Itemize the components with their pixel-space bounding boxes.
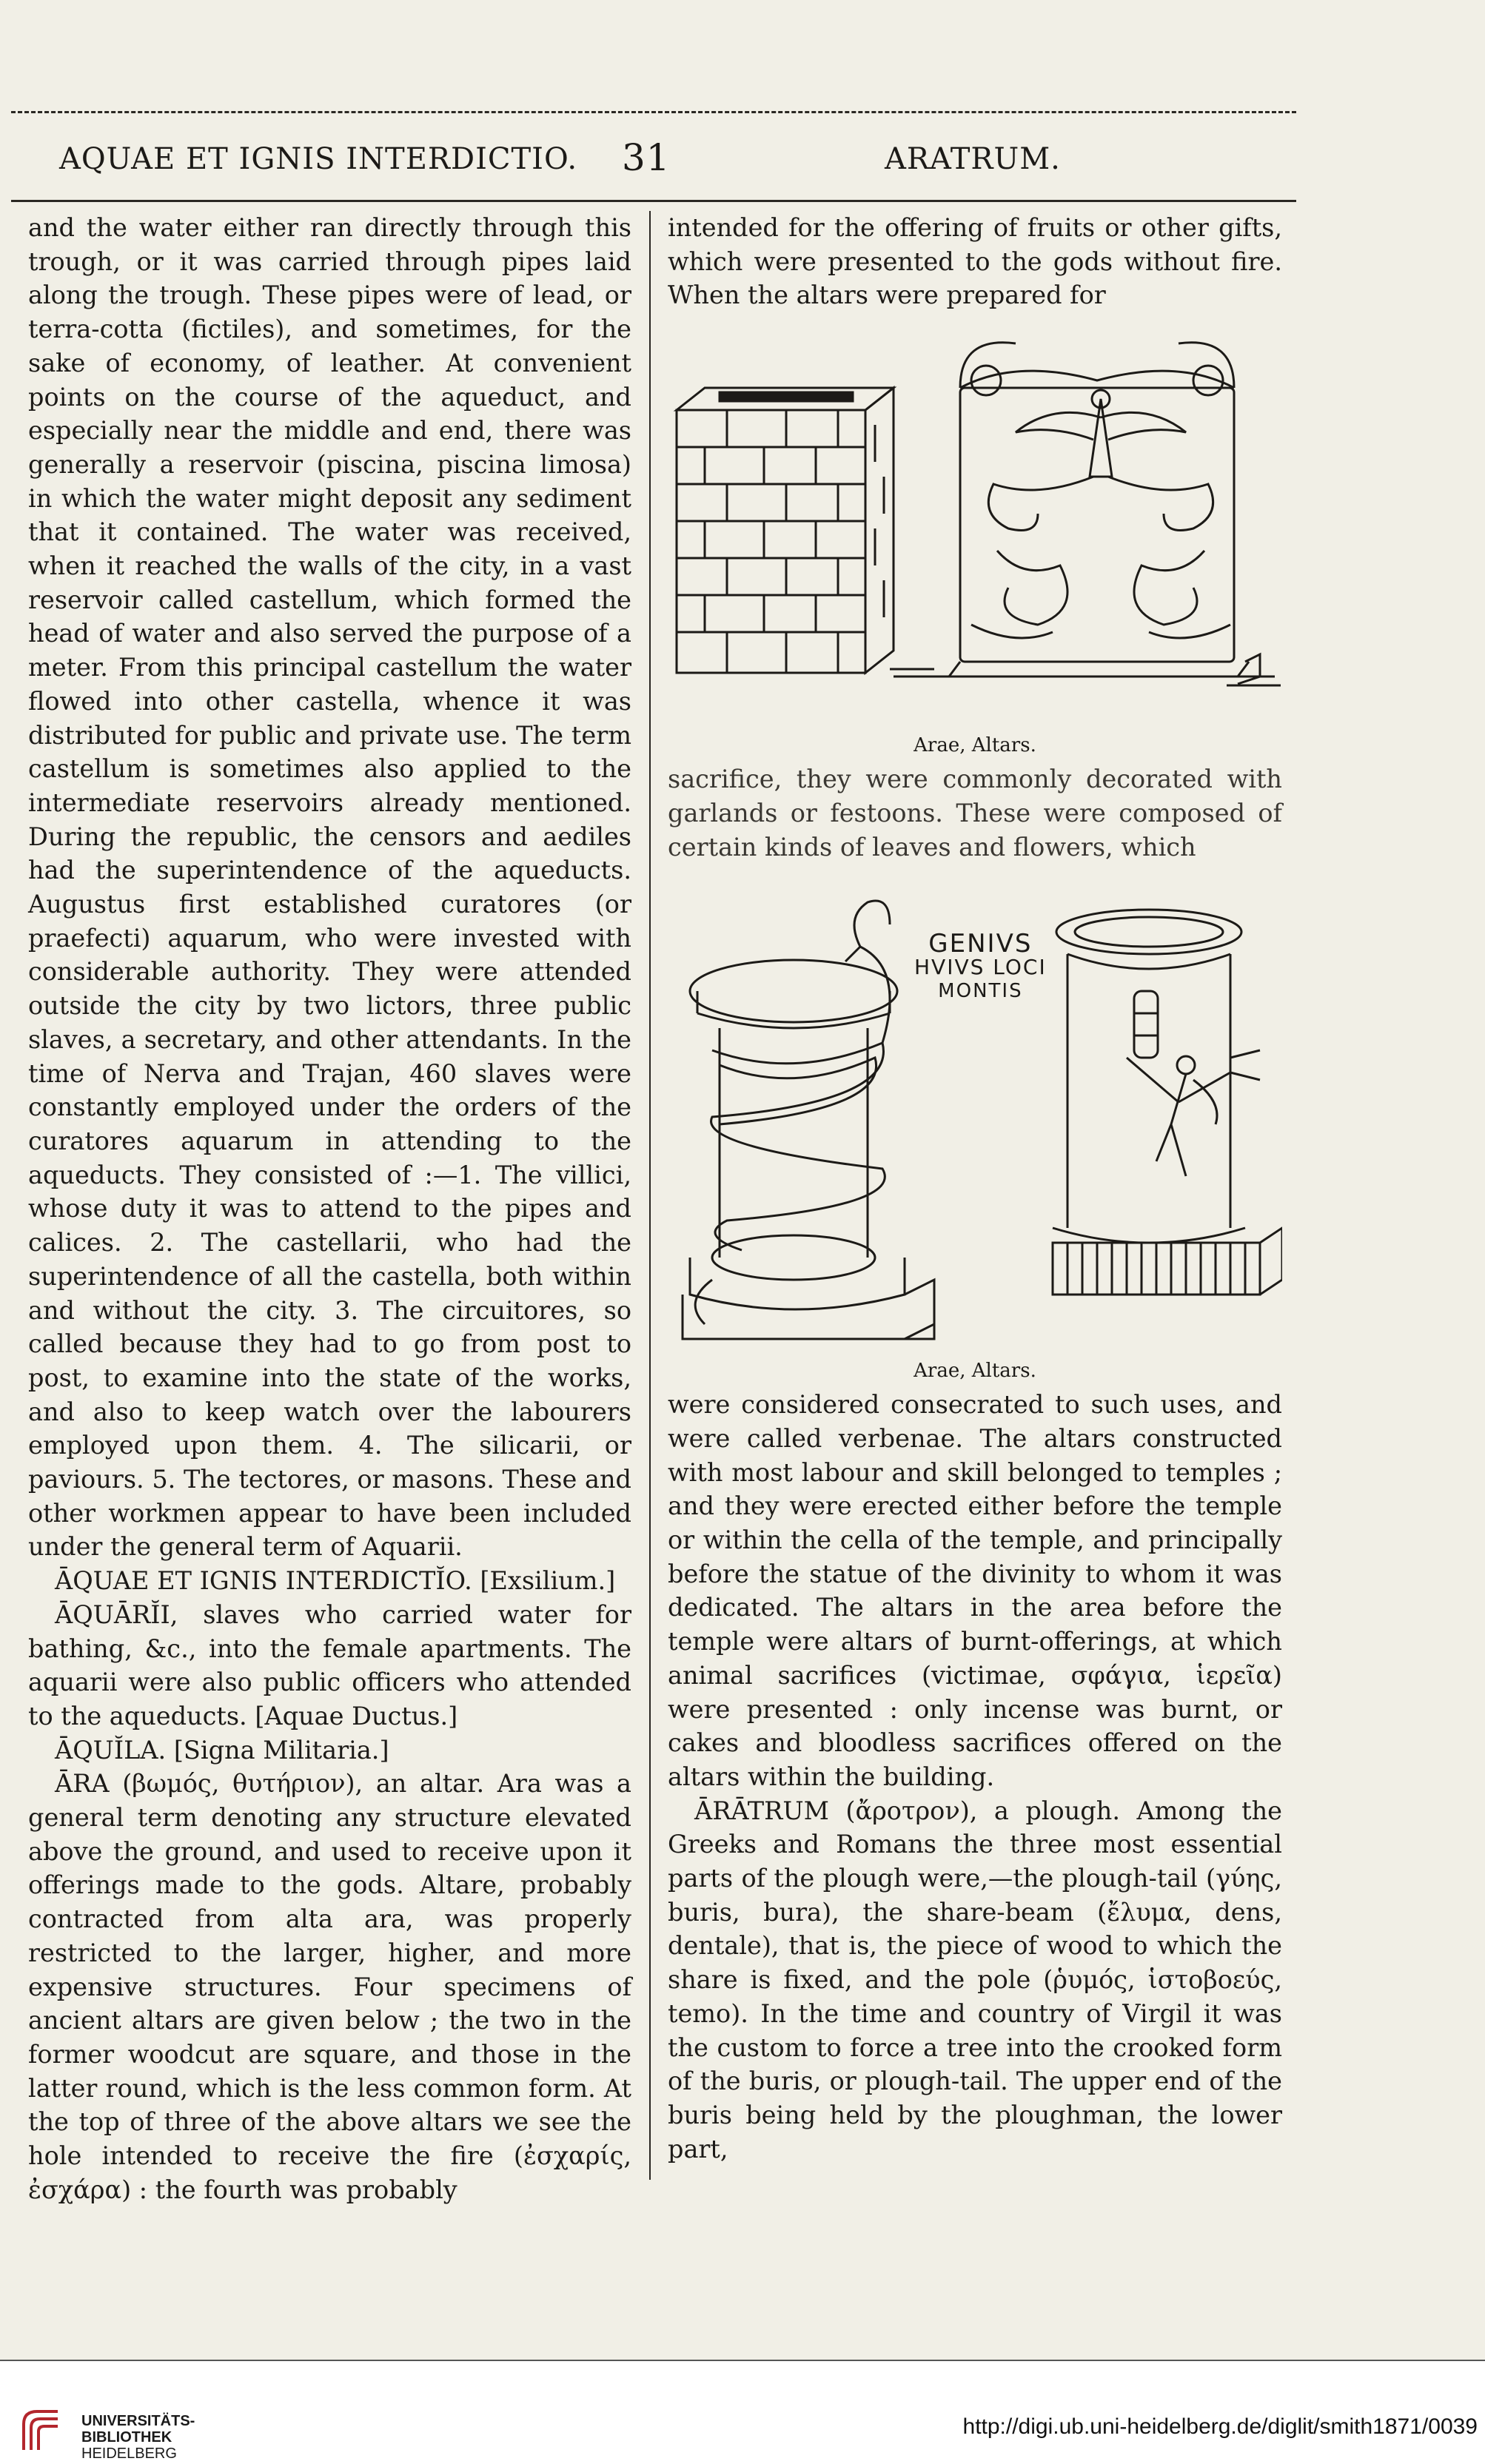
right-column (668, 211, 1282, 2166)
header-bottom-rule (11, 200, 1296, 202)
library-name-line-1: UNIVERSITÄTS- (81, 2413, 195, 2429)
paragraph-sacrifice: sacrifice, they were commonly decorated with garlands or festoons. These were composed of certain kinds of leaves and flowers, which (668, 765, 1282, 862)
inscription-line-3: MONTIS (938, 980, 1023, 1003)
entry-ara: ĀRA (βωμός, θυτήριον), an altar. Ara was a general term denoting any structure elevated above the ground, and used to receive upon it offerings made to the gods. Altare, probably contracted from alta ara, was properly restricted to the larger, higher, and more expensive structures. Four specimens of ancient altars are given below ; the two in the former woodcut are square, and those in the latter round, which is the less common form. At the top of three of the above altars we see the hole intended to receive the fire (ἐσχαρίς, ἐσχάρα) : the fourth was probably (28, 1769, 631, 2204)
library-name (81, 2413, 195, 2462)
entry-aquarii: ĀQUĀRĬI, slaves who carried water for bathing, &c., into the female apartments. The aquarii were also public officers who attended to the aqueducts. [Aquae Ductus.] (28, 1599, 631, 1730)
altar-inscription (914, 929, 1047, 1003)
left-column (28, 211, 631, 2206)
library-name-line-3: HEIDELBERG (81, 2445, 177, 2462)
entry-aratrum: ĀRĀTRUM (ἄροτρον), a plough. Among the Greeks and Romans the three most essential parts of the plough were,—the plough-tail (γύης, buris, bura), the share-beam (ἔλυμα, dens, dentale), that is, the piece of wood to which the share is fixed, and the pole (ῥυμός, ἱστοβοεύς, temo). In the time and country of Virgil it was the custom to force a tree into the crooked form of the buris, or plough-tail. The upper end of the buris being held by the ploughman, the lower part, (668, 1796, 1282, 2163)
running-header (44, 136, 1303, 187)
header-right-title: ARATRUM. (885, 142, 1061, 176)
header-left-title: AQUAE ET IGNIS INTERDICTIO. (59, 142, 578, 176)
figure-caption-square-altars: Arae, Altars. (914, 734, 1036, 757)
source-url-link[interactable]: http://digi.ub.uni-heidelberg.de/diglit/smith1871/0039 (962, 2414, 1478, 2439)
paragraph-aqueduct-continued: and the water either ran directly through this trough, or it was carried through pipes laid along the trough. These pipes were of lead, or terra-cotta (fictiles), and sometimes, for the sake of economy, of leather. At convenient points on the course of the aqueduct, and especially near the middle and end, there was generally a reservoir (piscina, piscina limosa) in which the water might deposit any sediment that it contained. The water was received, when it reached the walls of the city, in a vast reservoir called castellum, which formed the head of water and also served the purpose of a meter. From this principal castellum the water flowed into other castella, whence it was distributed for public and private use. The term castellum is sometimes also applied to the intermediate reservoirs already mentioned. During the republic, the censors and aediles had the superintendence of the aqueducts. Augustus first established curatores (or praefecti) aquarum, who were invested with considerable authority. They were attended outside the city by two lictors, three public slaves, a secretary, and other attendants. In the time of Nerva and Trajan, 460 slaves were constantly employed under the orders of the curatores aquarum in attending to the aqueducts. They consisted of :—1. The villici, whose duty it was to attend to the pipes and calices. 2. The castellarii, who had the superintendence of all the castella, both within and without the city. 3. The circuitores, so called because they had to go from post to post, to examine into the state of the works, and also to keep watch over the labourers employed upon them. 4. The silicarii, or paviours. 5. The tectores, or masons. These and other workmen appear to have been included under the general term of Aquarii. (28, 213, 631, 1562)
entry-aquae-et-ignis-interdictio: ĀQUAE ET IGNIS INTERDICTĬO. [Exsilium.] (55, 1566, 616, 1596)
paragraph-verbenae: were considered consecrated to such uses, and were called verbenae. The altars constructed with most labour and skill belonged to temples ; and they were erected either before the temple or within the cella of the temple, and principally before the statue of the divinity to whom it was dedicated. The altars in the area before the temple were altars of burnt-offerings, at which animal sacrifices (victimae, σφάγια, ἱερεῖα) were presented : only incense was burnt, or cakes and bloodless sacrifices offered on the altars within the building. (668, 1390, 1282, 1791)
paragraph-ara-continued: intended for the offering of fruits or other gifts, which were presented to the gods without fire. When the altars were prepared for (668, 213, 1282, 310)
inscription-line-2: HVIVS LOCI (914, 955, 1047, 980)
figure-caption-round-altars: Arae, Altars. (914, 1360, 1036, 1383)
library-name-line-2: BIBLIOTHEK (81, 2429, 172, 2445)
header-top-rule (11, 111, 1296, 113)
column-divider (649, 211, 651, 2180)
footer-bar (0, 2361, 1485, 2464)
university-library-logo-icon (16, 2406, 65, 2454)
square-altars-illustration (668, 329, 1282, 728)
figure-round-altars (668, 880, 1282, 1382)
entry-aquila: ĀQUĬLA. [Signa Militaria.] (55, 1735, 389, 1765)
figure-square-altars (668, 329, 1282, 756)
inscription-line-1: GENIVS (928, 929, 1033, 959)
page-number: 31 (622, 136, 671, 179)
